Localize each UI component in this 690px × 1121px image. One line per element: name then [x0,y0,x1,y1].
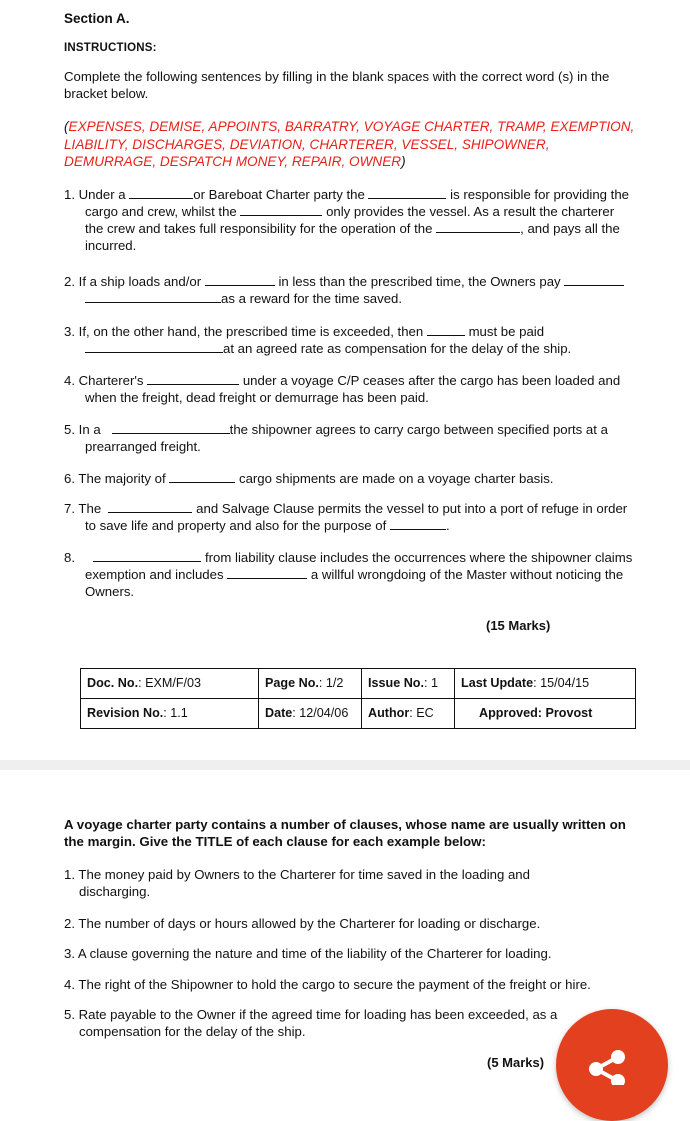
answer-blank[interactable] [240,203,322,216]
clause-question-2: 2. The number of days or hours allowed by the Charterer for loading or discharge. [64,916,541,931]
clause-question-4: 4. The right of the Shipowner to hold the cargo to secure the payment of the freight or hire. [64,977,591,992]
share-button[interactable] [556,1009,668,1121]
instructions-label: INSTRUCTIONS: [64,42,157,54]
answer-blank[interactable] [147,372,239,385]
answer-blank[interactable] [368,186,446,199]
question-8: 8. from liability clause includes the occurrences where the shipowner claims exemption and includes a willful wrongdoing of the Master without noticing the Owners. [64,550,633,600]
question-2: 2. If a ship loads and/or in less than the prescribed time, the Owners pay as a reward for the time saved. [64,273,652,307]
answer-blank[interactable] [436,220,520,233]
date-cell: Date: 12/04/06 [259,699,362,729]
answer-blank[interactable] [390,517,446,530]
clause-question-5: 5. Rate payable to the Owner if the agreed time for loading has been exceeded, as a compensation for the delay of the ship. [64,1007,558,1040]
clause-question-1: 1. The money paid by Owners to the Charterer for time saved in the loading and discharging. [64,867,530,900]
share-icon [586,1041,630,1085]
page-no-cell: Page No.: 1/2 [259,669,362,699]
question-5: 5. In a the shipowner agrees to carry cargo between specified ports at a prearranged freight. [64,422,608,455]
question-6: 6. The majority of cargo shipments are made on a voyage charter basis. [64,471,554,486]
question-4: 4. Charterer's under a voyage C/P ceases after the cargo has been loaded and when the freight, dead freight or demurrage has been paid. [64,373,621,406]
answer-blank[interactable] [169,470,235,483]
document-control-table [80,668,636,729]
marks-label: (15 Marks) [486,618,551,633]
answer-blank[interactable] [93,549,201,562]
question-1: 1. Under a or Bareboat Charter party the is responsible for providing the cargo and crew, whilst the only provides the vessel. As a result the charterer the crew and takes full responsibility for the operation of the , and pays all the incurred. [64,187,630,254]
question-3: 3. If, on the other hand, the prescribed time is exceeded, then must be paid at an agreed rate as compensation for the delay of the ship. [64,324,572,357]
answer-blank[interactable] [205,273,275,286]
marks-label-b: (5 Marks) [487,1055,545,1070]
word-bank: (EXPENSES, DEMISE, APPOINTS, BARRATRY, VOYAGE CHARTER, TRAMP, EXEMPTION, LIABILITY, DISCHARGES, DEVIATION, CHARTERER, VESSEL, SHIPOWNER, DEMURRAGE, DESPATCH MONEY, REPAIR, OWNER) [64,119,635,170]
issue-no-cell: Issue No.: 1 [362,669,455,699]
author-cell: Author: EC [362,699,455,729]
doc-no-cell: Doc. No.: EXM/F/03 [81,669,259,699]
answer-blank[interactable] [112,421,230,434]
answer-blank[interactable] [85,340,223,353]
answer-blank[interactable] [129,186,193,199]
section-b-heading: A voyage charter party contains a number of clauses, whose name are usually written on the margin. Give the TITLE of each clause for each example below: [64,817,626,850]
section-title: Section A. [64,11,130,26]
last-update-cell: Last Update: 15/04/15 [455,669,636,699]
revision-no-cell: Revision No.: 1.1 [81,699,259,729]
clause-question-3: 3. A clause governing the nature and time of the liability of the Charterer for loading. [64,946,552,961]
question-7: 7. The and Salvage Clause permits the vessel to put into a port of refuge in order to save life and property and also for the purpose of . [64,501,628,534]
answer-blank[interactable] [85,290,221,303]
page-separator [0,760,690,770]
answer-blank[interactable] [108,500,192,513]
answer-blank[interactable] [427,323,465,336]
approved-cell: Approved: Provost [455,699,636,729]
answer-blank[interactable] [564,273,624,286]
intro-text: Complete the following sentences by filling in the blank spaces with the correct word (s) in the bracket below. [64,69,610,102]
answer-blank[interactable] [227,566,307,579]
